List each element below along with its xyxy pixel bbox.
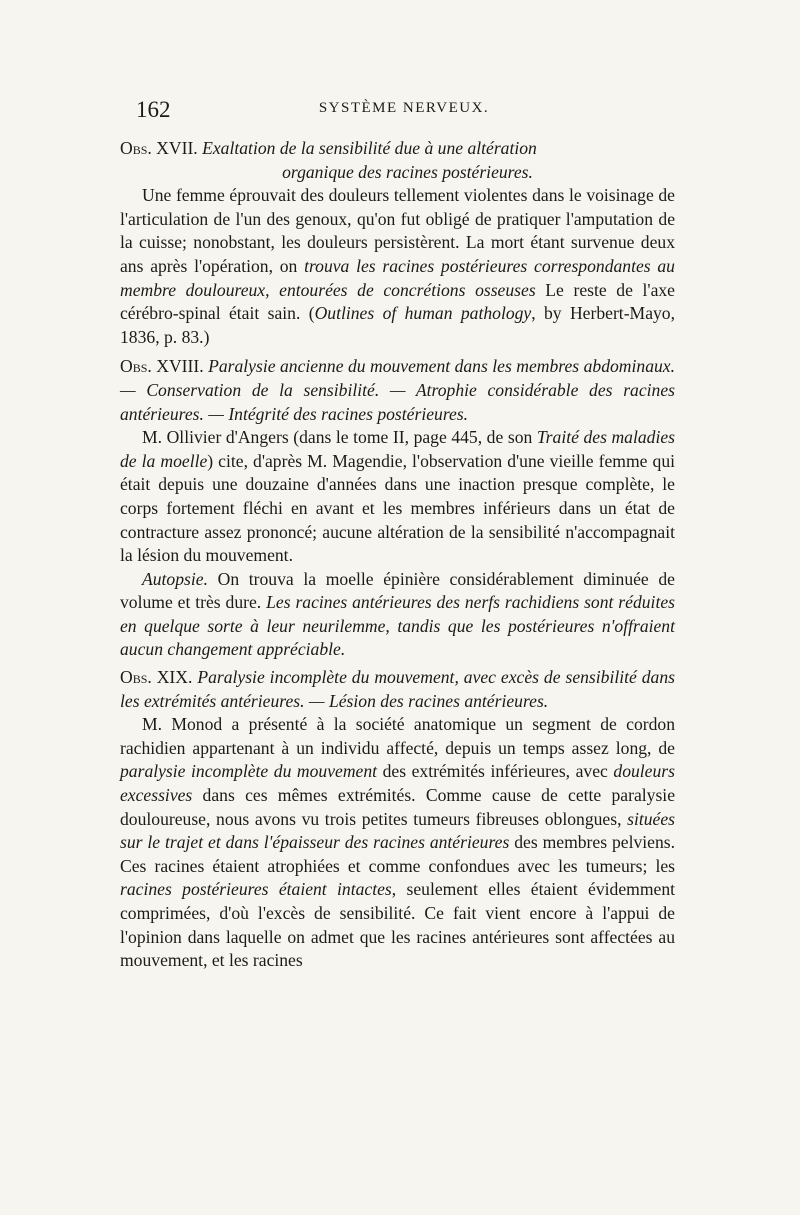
obs-17-title-line-1: Exaltation de la sensibilité due à une altération: [202, 138, 537, 158]
text-run: On trouva la moelle épinière considérablement diminuée de volume et très dure.: [120, 568, 675, 613]
text-run: dans ces mêmes extrémités. Comme cause de cette paralysie douloureuse, nous avons vu trois petites tumeurs fibreuses oblongues,: [120, 785, 675, 829]
emphasis: Les racines antérieures des nerfs rachidiens sont réduites en quelque sorte à leur neurilemme, tandis que les postérieures n'offraient aucun changement appréciable.: [120, 592, 675, 660]
obs-17-label: Obs. XVII.: [120, 138, 198, 158]
text-run: des membres pelviens. Ces racines étaient atrophiées et comme confondues avec les tumeurs; les: [120, 832, 676, 876]
text-run: des extrémités inférieures, avec: [377, 761, 614, 782]
book-title: Traité des maladies de la moelle: [120, 427, 676, 471]
obs-19-label: Obs. XIX.: [120, 667, 193, 688]
obs-17-title-cont: [120, 161, 675, 185]
obs-17-title: [120, 137, 675, 161]
emphasis: racines postérieures étaient intactes: [120, 879, 392, 900]
obs-19-title: [120, 666, 675, 713]
page-number: 162: [136, 97, 171, 122]
emphasis: douleurs excessives: [120, 761, 675, 806]
body-text: [120, 137, 675, 973]
obs-18-paragraph-1: [120, 426, 675, 568]
text-run: Une femme éprouvait des douleurs tellement violentes dans le voisinage de l'articulation de l'un des genoux, qu'on fut obligé de pratiquer l'amputation de la cuisse; nonobstant, les douleurs persistèrent. La mort étant survenue deux ans après l'opération, on: [120, 185, 675, 276]
obs-18-label: Obs. XVIII.: [120, 356, 204, 377]
emphasis: trouva les racines postérieures correspondantes au membre douloureux, entourées de concrétions osseuses: [120, 255, 675, 300]
emphasis: situées sur le trajet et dans l'épaisseur des racines antérieures: [120, 808, 675, 853]
text-run: , seulement elles étaient évidemment comprimées, d'où l'excès de sensibilité. Ce fait vient encore à l'appui de l'opinion dans laquelle on admet que les racines antérieures sont affectées au mouvement, et les racines: [120, 879, 675, 971]
obs-19-paragraph: [120, 713, 675, 973]
text-run: M. Ollivier d'Angers (dans le tome II, page 445, de son: [142, 427, 537, 448]
page-header: [136, 97, 672, 123]
obs-19-title-text: Paralysie incomplète du mouvement, avec excès de sensibilité dans les extrémités antérieures. — Lésion des racines antérieures.: [120, 667, 675, 711]
running-title: SYSTÈME NERVEUX.: [318, 100, 490, 116]
obs-18-title-text: Paralysie ancienne du mouvement dans les membres abdominaux. — Conservation de la sensibilité. — Atrophie considérable des racines antérieures. — Intégrité des racines postérieures.: [120, 356, 675, 424]
obs-17-title-line-2: organique des racines postérieures.: [282, 161, 533, 182]
emphasis: paralysie incomplète du mouvement: [120, 761, 378, 782]
text-run: Le reste de l'axe cérébro-spinal était sain. (: [120, 279, 675, 324]
obs-17-paragraph: [120, 184, 675, 349]
obs-18-paragraph-2: [120, 568, 675, 662]
emphasis: Autopsie.: [142, 568, 208, 589]
obs-18-title: [120, 355, 675, 426]
text-run: M. Monod a présenté à la société anatomique un segment de cordon rachidien appartenant à un individu affecté, depuis un temps assez long, de: [120, 714, 675, 758]
text-run: , by Herbert-Mayo, 1836, p. 83.): [120, 303, 675, 347]
text-run: ) cite, d'après M. Magendie, l'observation d'une vieille femme qui était depuis une douzaine d'années dans une inaction presque complète, le corps fortement fléchi en avant et les membres inférieurs dans un état de contracture assez prononcé; aucune altération de la sensibilité n'accompagnait la lésion du mouvement.: [120, 450, 676, 566]
book-title: Outlines of human pathology: [314, 303, 532, 324]
